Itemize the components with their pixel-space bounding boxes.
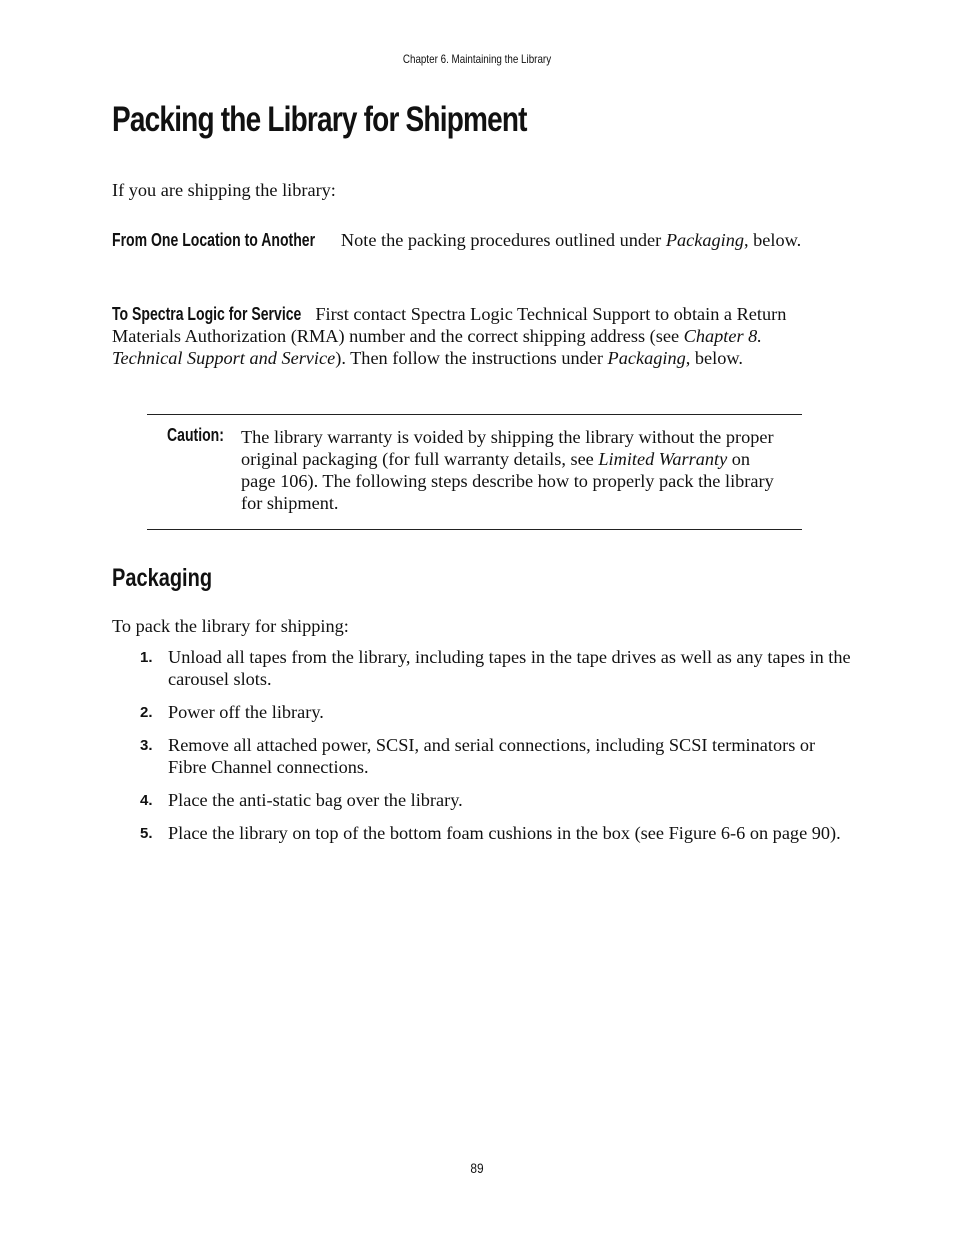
location-text-before: Note the packing procedures outlined under (340, 230, 666, 250)
packaging-steps-list (112, 646, 852, 855)
step-text: Place the library on top of the bottom foam cushions in the box (see Figure 6-6 on page 90). (168, 823, 841, 843)
step-text: Remove all attached power, SCSI, and serial connections, including SCSI terminators or Fibre Channel connections. (168, 735, 816, 777)
caution-text-before: The library warranty is voided by shipping the library without the proper original packaging (for full warranty details, see (241, 427, 774, 469)
step-item (112, 701, 852, 723)
step-number: 5. (140, 825, 153, 842)
page-number: 89 (470, 1160, 484, 1176)
chapter8-xref[interactable]: Chapter 8. Technical Support and Service (112, 326, 762, 368)
step-item (112, 789, 852, 811)
service-paragraph (112, 303, 824, 369)
packaging-heading: Packaging (112, 564, 213, 592)
step-text: Place the anti-static bag over the library. (168, 790, 463, 810)
page-title: Packing the Library for Shipment (112, 100, 527, 139)
limited-warranty-xref[interactable]: Limited Warranty (598, 449, 728, 469)
packaging-xref[interactable]: Packaging (665, 230, 744, 250)
service-text-before: First contact Spectra Logic Technical Support to obtain a Return Materials Authorization (RMA) number and the correct shipping address (see (112, 304, 787, 346)
service-runin-heading: To Spectra Logic for Service (112, 304, 302, 324)
step-text: Power off the library. (168, 702, 324, 722)
location-runin-heading: From One Location to Another (112, 230, 316, 250)
step-item (112, 734, 852, 778)
intro-paragraph: If you are shipping the library: (112, 180, 336, 200)
caution-text (241, 426, 781, 514)
packaging-xref-2[interactable]: Packaging (607, 348, 686, 368)
step-item (112, 822, 852, 844)
running-head: Chapter 6. Maintaining the Library (402, 52, 552, 66)
step-number: 1. (140, 649, 153, 666)
service-text-after: , below. (685, 348, 743, 368)
step-item (112, 646, 852, 690)
step-number: 4. (140, 792, 153, 809)
step-number: 3. (140, 737, 153, 754)
location-paragraph (112, 229, 824, 251)
caution-text-after: on page 106). The following steps describe how to properly pack the library for shipment. (241, 449, 774, 513)
caution-label: Caution: (167, 425, 224, 445)
location-text-after: , below. (744, 230, 802, 250)
caution-box (147, 414, 802, 530)
packaging-intro: To pack the library for shipping: (112, 616, 349, 636)
step-text: Unload all tapes from the library, including tapes in the tape drives as well as any tapes in the carousel slots. (168, 647, 851, 689)
step-number: 2. (140, 704, 153, 721)
service-text-middle: ). Then follow the instructions under (335, 348, 608, 368)
